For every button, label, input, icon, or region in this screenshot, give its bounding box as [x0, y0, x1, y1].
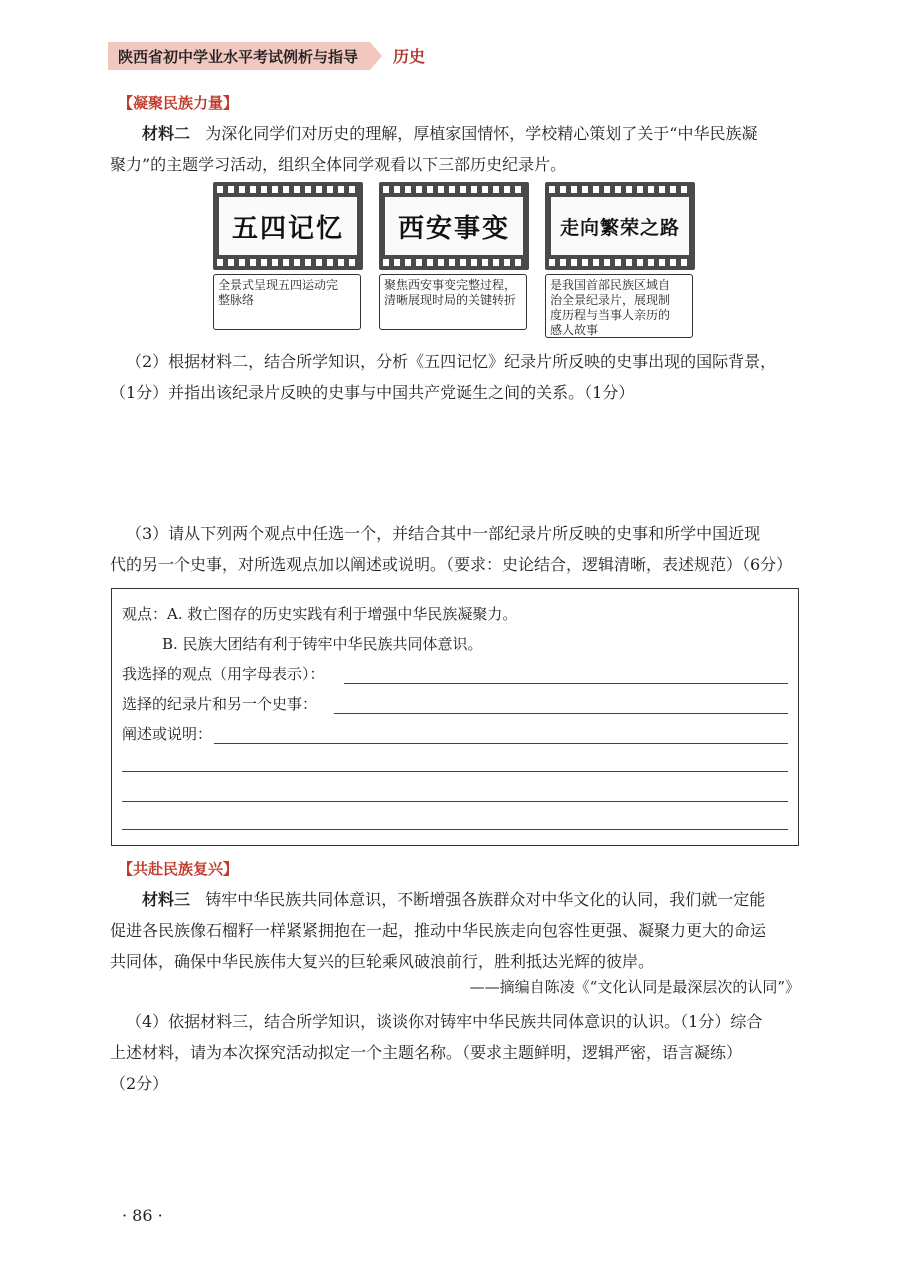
explain-label: 阐述或说明：: [122, 725, 213, 743]
film-description: 聚焦西安事变完整过程， 清晰展现时局的关键转折: [379, 274, 527, 330]
material-three-text-1: 铸牢中华民族共同体意识，不断增强各族群众对中华文化的认同，我们就一定能: [205, 890, 766, 909]
film-strip-wusi: [213, 182, 363, 270]
question-2: （2）根据材料二，结合所学知识，分析《五四记忆》纪录片所反映的史事出现的国际背景， （1分）并指出该纪录片反映的史事与中国共产党诞生之间的关系。（1分）: [110, 352, 777, 402]
film-title: 西安事变: [385, 197, 523, 255]
docs-answer-line[interactable]: [334, 713, 788, 714]
material-two-text-1: 为深化同学们对历史的理解，厚植家国情怀，学校精心策划了关于“中华民族凝: [205, 124, 758, 143]
section-tag-rejuvenation: 【共赴民族复兴】: [118, 860, 239, 878]
answer-line[interactable]: [122, 829, 788, 830]
film-strip-xian: [379, 182, 529, 270]
answer-box: [111, 588, 799, 846]
page-number: · 86 ·: [122, 1206, 163, 1225]
film-title: 五四记忆: [219, 197, 357, 255]
material-three-text-3: 共同体，确保中华民族伟大复兴的巨轮乘风破浪前行，胜利抵达光辉的彼岸。: [110, 952, 655, 971]
book-title: 陕西省初中学业水平考试例析与指导: [118, 48, 359, 66]
header-band-tail: [370, 42, 382, 70]
film-description: 全景式呈现五四运动完 整脉络: [213, 274, 361, 330]
explain-answer-line[interactable]: [214, 743, 788, 744]
documentary-row: [213, 182, 697, 340]
subject-label: 历史: [393, 47, 426, 66]
view-a: 观点：A. 救亡图存的历史实践有利于增强中华民族凝聚力。: [122, 605, 518, 623]
film-title: 走向繁荣之路: [551, 197, 689, 255]
section-tag-unity: 【凝聚民族力量】: [118, 94, 239, 112]
choice-answer-line[interactable]: [344, 683, 788, 684]
material-two-label: 材料二: [142, 124, 191, 143]
film-strip-prosperity: [545, 182, 695, 270]
view-b: B. 民族大团结有利于铸牢中华民族共同体意识。: [162, 635, 483, 653]
answer-line[interactable]: [122, 771, 788, 772]
film-description: 是我国首部民族区域自 治全景纪录片，展现制 度历程与当事人亲历的 感人故事: [545, 274, 693, 338]
material-three: [110, 884, 800, 977]
material-three-label: 材料三: [142, 890, 191, 909]
material-source: ——摘编自陈凌《“文化认同是最深层次的认同”》: [469, 978, 800, 996]
choice-label: 我选择的观点（用字母表示）：: [122, 665, 325, 683]
material-two-text-2: 聚力”的主题学习活动，组织全体同学观看以下三部历史纪录片。: [110, 155, 567, 174]
material-three-text-2: 促进各民族像石榴籽一样紧紧拥抱在一起，推动中华民族走向包容性更强、凝聚力更大的命运: [110, 921, 767, 940]
question-4: （4）依据材料三，结合所学知识，谈谈你对铸牢中华民族共同体意识的认识。（1分）综合 上述材料，请为本次探究活动拟定一个主题名称。（要求主题鲜明，逻辑严密，语言凝练） （2分）: [110, 1012, 763, 1093]
question-3: （3）请从下列两个观点中任选一个，并结合其中一部纪录片所反映的史事和所学中国近现 代的另一个史事，对所选观点加以阐述或说明。（要求：史论结合，逻辑清晰，表述规范）（6分）: [110, 524, 793, 574]
docs-label: 选择的纪录片和另一个史事：: [122, 695, 318, 713]
material-two: [110, 118, 800, 180]
answer-line[interactable]: [122, 801, 788, 802]
